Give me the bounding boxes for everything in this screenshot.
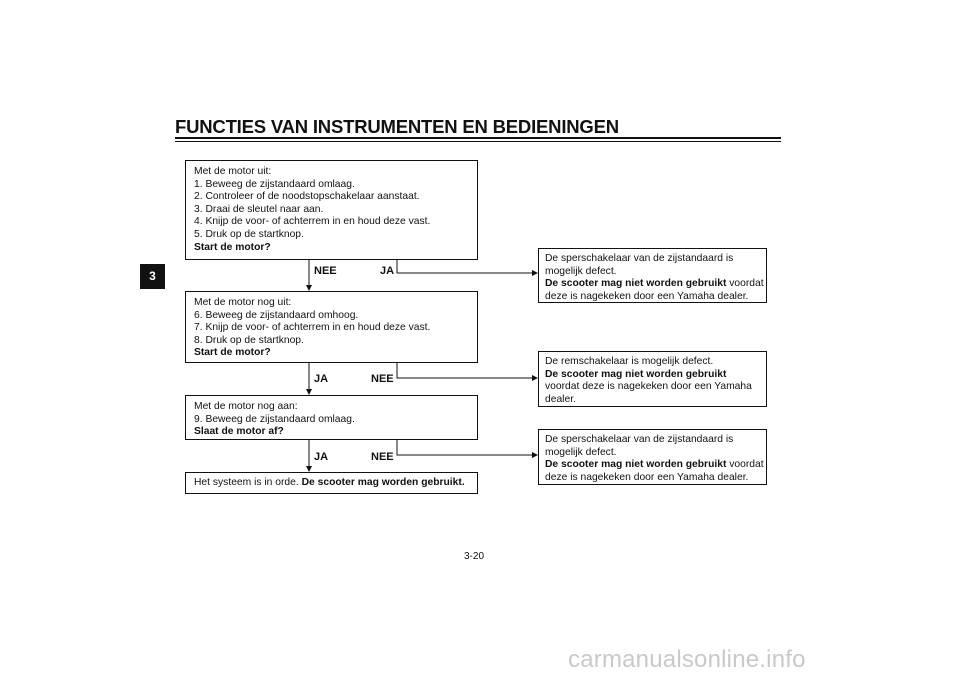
step2-line: 7. Knijp de voor- of achterrem in en houd deze vast. [194,322,431,334]
step3-box [185,395,478,440]
step3-question: Slaat de motor af? [194,426,284,438]
final-box [185,472,478,494]
branch3-down-label: JA [314,451,329,463]
arrow-step2-to-result2 [397,362,537,378]
result2-line1: De remschakelaar is mogelijk defect. [545,356,714,367]
step1-question: Start de motor? [194,241,271,253]
result3-line1: De sperschakelaar van de zijstandaard is [545,434,734,445]
step2-line: 8. Druk op de startknop. [194,334,304,346]
result1-line4: deze is nagekeken door een Yamaha dealer. [545,290,749,302]
step1-line: 2. Controleer of de noodstopschakelaar aanstaat. [194,191,420,203]
result1-box [538,248,767,303]
result3-line4: deze is nagekeken door een Yamaha dealer. [545,471,749,483]
watermark: carmanualsonline.info [568,646,806,673]
branch3-right-label: NEE [371,451,394,463]
step1-line: 4. Knijp de voor- of achterrem in en houd deze vast. [194,216,431,228]
final-text [194,477,469,490]
step1-line: Met de motor uit: [194,166,272,177]
step2-line: Met de motor nog uit: [194,297,292,308]
step1-line: 3. Draai de sleutel naar aan. [194,203,324,215]
step2-line: 6. Beweeg de zijstandaard omhoog. [194,309,359,321]
result3-line2: mogelijk defect. [545,446,617,458]
step3-line: 9. Beweeg de zijstandaard omlaag. [194,413,355,425]
page-number: 3-20 [464,551,485,562]
result3-box [538,429,767,485]
branch2-right-label: NEE [371,373,394,385]
branch1-down-label: NEE [314,265,337,277]
arrow-step3-to-result3 [397,439,537,455]
chapter-tab: 3 [140,264,165,289]
result2-warning: De scooter mag niet worden gebruikt [545,368,727,380]
result3-line3-rest: voordat [726,459,764,471]
step1-line: 5. Druk op de startknop. [194,228,304,240]
result2-line3: voordat deze is nagekeken door een Yamaha [545,381,752,393]
result1-line1: De sperschakelaar van de zijstandaard is [545,253,734,264]
page-title: FUNCTIES VAN INSTRUMENTEN EN BEDIENINGEN [175,116,619,137]
result3-warning: De scooter mag niet worden gebruikt [545,459,727,471]
step2-box [185,291,478,363]
step1-box [185,160,478,260]
arrow-step1-to-result1 [397,259,537,273]
step3-line: Met de motor nog aan: [194,401,298,412]
step2-question: Start de motor? [194,347,271,359]
branch2-down-label: JA [314,373,329,385]
step1-line: 1. Beweeg de zijstandaard omlaag. [194,178,355,190]
final-bold-text: De scooter mag worden gebruikt. [301,477,465,488]
branch1-right-label: JA [380,265,395,277]
result2-box [538,351,767,407]
result1-warning: De scooter mag niet worden gebruikt [545,278,727,290]
result1-line2: mogelijk defect. [545,265,617,277]
result2-line4: dealer. [545,393,576,405]
result1-line3-rest: voordat [726,278,764,290]
final-status-text: Het systeem is in orde. [194,477,299,488]
